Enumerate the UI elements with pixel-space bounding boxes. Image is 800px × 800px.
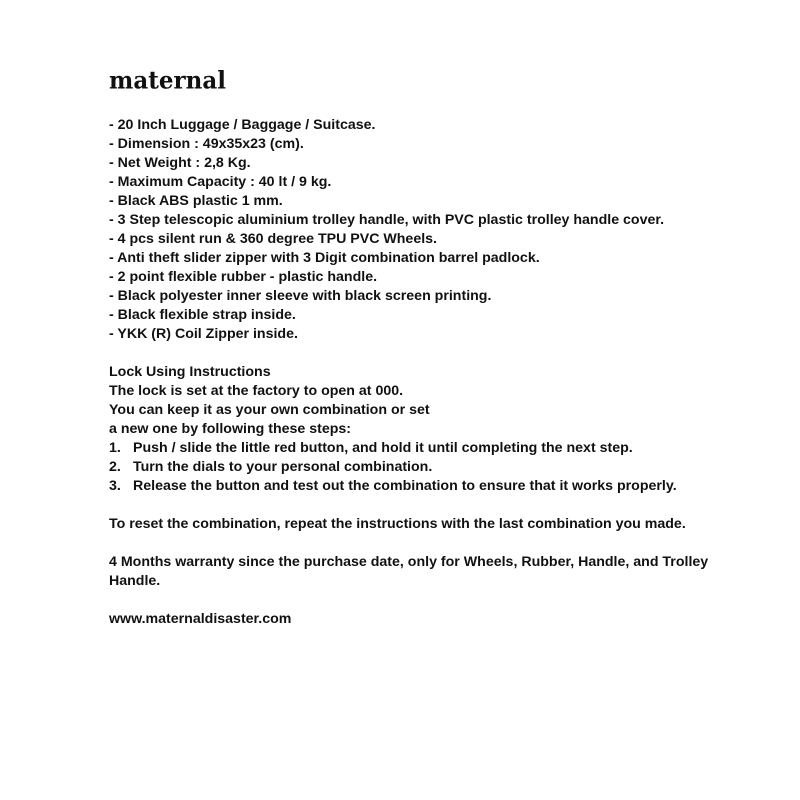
lock-step <box>109 477 729 496</box>
lock-intro-line: You can keep it as your own combination or set <box>109 402 430 418</box>
lock-instructions <box>109 363 729 439</box>
spec-item: - 3 Step telescopic aluminium trolley handle, with PVC plastic trolley handle cover. <box>109 212 665 228</box>
spec-item: - 4 pcs silent run & 360 degree TPU PVC Wheels. <box>109 231 437 247</box>
spec-item: - Dimension : 49x35x23 (cm). <box>109 136 304 152</box>
lock-step <box>109 458 729 477</box>
step-number: 3. <box>109 478 121 494</box>
lock-intro-line: a new one by following these steps: <box>109 421 352 437</box>
step-number: 2. <box>109 459 121 475</box>
spec-item: - Net Weight : 2,8 Kg. <box>109 155 251 171</box>
spec-item: - Black flexible strap inside. <box>109 307 296 323</box>
spec-item: - Maximum Capacity : 40 lt / 9 kg. <box>109 174 332 190</box>
spec-item: - Anti theft slider zipper with 3 Digit combination barrel padlock. <box>109 250 540 266</box>
lock-heading: Lock Using Instructions <box>109 364 271 380</box>
lock-steps <box>109 439 729 496</box>
spec-item: - 20 Inch Luggage / Baggage / Suitcase. <box>109 117 376 133</box>
spec-item: - 2 point flexible rubber - plastic handle. <box>109 269 378 285</box>
step-text: Release the button and test out the combination to ensure that it works properly. <box>133 478 677 494</box>
lock-step <box>109 439 729 458</box>
spec-item: - Black polyester inner sleeve with black screen printing. <box>109 288 492 304</box>
step-text: Turn the dials to your personal combination. <box>133 459 433 475</box>
lock-intro-line: The lock is set at the factory to open at 000. <box>109 383 404 399</box>
reset-text: To reset the combination, repeat the instructions with the last combination you made. <box>109 516 686 532</box>
product-info-sheet <box>109 68 729 629</box>
spec-list <box>109 116 729 344</box>
spec-item: - YKK (R) Coil Zipper inside. <box>109 326 298 342</box>
warranty-text: 4 Months warranty since the purchase date, only for Wheels, Rubber, Handle, and Trolley Handle. <box>109 554 709 589</box>
step-text: Push / slide the little red button, and hold it until completing the next step. <box>133 440 633 456</box>
step-number: 1. <box>109 440 121 456</box>
brand-logo: maternal <box>109 66 226 95</box>
spec-item: - Black ABS plastic 1 mm. <box>109 193 283 209</box>
website-text: www.maternaldisaster.com <box>109 611 292 627</box>
